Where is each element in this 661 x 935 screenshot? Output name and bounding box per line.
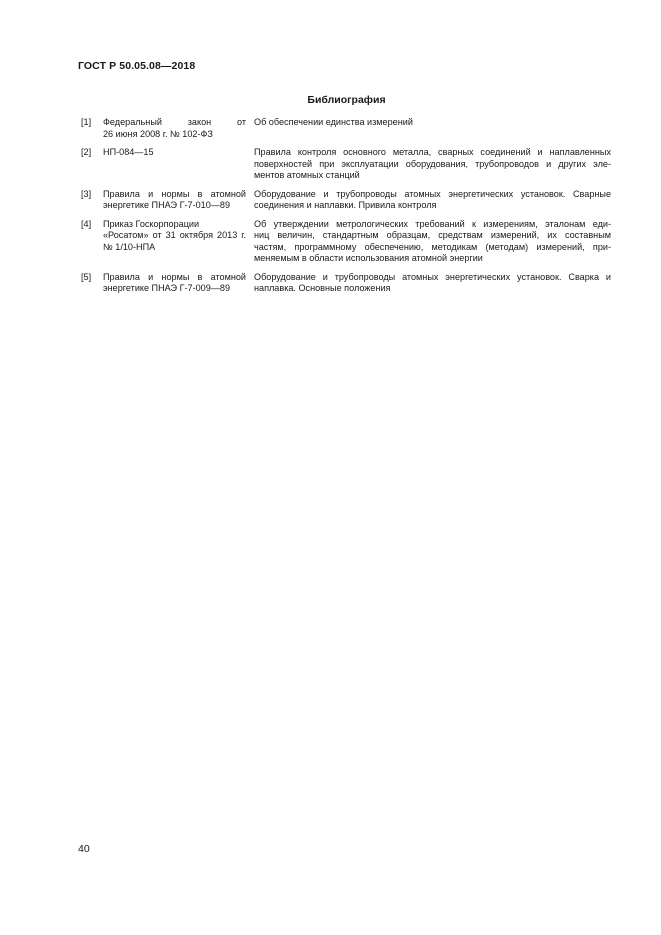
entry-description-line: Оборудование и трубопроводы атомных энергетических установок. Сварка и	[254, 271, 611, 282]
entry-source	[103, 147, 246, 182]
entry-source	[103, 189, 246, 212]
entry-description	[246, 272, 611, 295]
page-number: 40	[78, 843, 90, 855]
bibliography-list	[81, 117, 611, 302]
entry-source-line: энергетике ПНАЭ Г-7-009—89	[103, 283, 231, 293]
entry-description-line: частям, программному обеспечению, методикам (методам) измерений, при-	[254, 241, 611, 252]
entry-description-line: соединения и наплавки. Привила контроля	[254, 200, 437, 210]
entry-description-line: Об обеспечении единства измерений	[254, 117, 413, 127]
entry-source-line: «Росатом» от 31 октября 2013 г.	[103, 230, 246, 240]
entry-description	[246, 147, 611, 182]
entry-source-line: Федеральный закон от	[103, 117, 246, 127]
entry-source-line: 26 июня 2008 г. № 102-ФЗ	[103, 128, 213, 139]
entry-source-line: Правила и нормы в атомной	[103, 271, 246, 282]
bibliography-entry-2	[81, 147, 611, 182]
entry-description-line: Правила контроля основного металла, сварных соединений и наплавленных	[254, 147, 611, 157]
bibliography-entry-3	[81, 189, 611, 212]
entry-description	[246, 219, 611, 265]
entry-description	[246, 189, 611, 212]
entry-source-line: энергетике ПНАЭ Г-7-010—89	[103, 200, 231, 210]
entry-source-line: Правила и нормы в атомной	[103, 188, 246, 199]
entry-number: [4]	[81, 218, 92, 229]
document-code: ГОСТ Р 50.05.08—2018	[78, 60, 196, 72]
entry-source	[103, 219, 246, 265]
bibliography-entry-4	[81, 219, 611, 265]
entry-description-line: Об утверждении метрологических требований к измерениям, эталонам еди-	[254, 218, 611, 229]
entry-source-line: НП-084—15	[103, 147, 154, 157]
entry-description-line: ниц величин, стандартным образцам, средствам измерений, их составным	[254, 230, 611, 240]
bibliography-title: Библиография	[307, 94, 386, 106]
entry-description	[246, 117, 611, 140]
entry-source	[103, 117, 246, 140]
entry-number: [1]	[81, 117, 92, 127]
entry-source-line: Приказ Госкорпорации	[103, 218, 200, 229]
entry-number: [3]	[81, 188, 92, 199]
entry-number: [5]	[81, 271, 92, 282]
bibliography-entry-5	[81, 272, 611, 295]
entry-description-line: Оборудование и трубопроводы атомных энергетических установок. Сварные	[254, 188, 611, 199]
entry-description-line: меняемым в области использования атомной энергии	[254, 253, 483, 263]
entry-description-line: наплавка. Основные положения	[254, 283, 391, 293]
bibliography-entry-1	[81, 117, 611, 140]
entry-description-line: ментов атомных станций	[254, 170, 360, 180]
entry-number: [2]	[81, 147, 92, 157]
entry-source	[103, 272, 246, 295]
entry-description-line: поверхностей при эксплуатации оборудования, трубопроводов и других эле-	[254, 158, 611, 169]
entry-source-line: № 1/10-НПА	[103, 241, 156, 252]
